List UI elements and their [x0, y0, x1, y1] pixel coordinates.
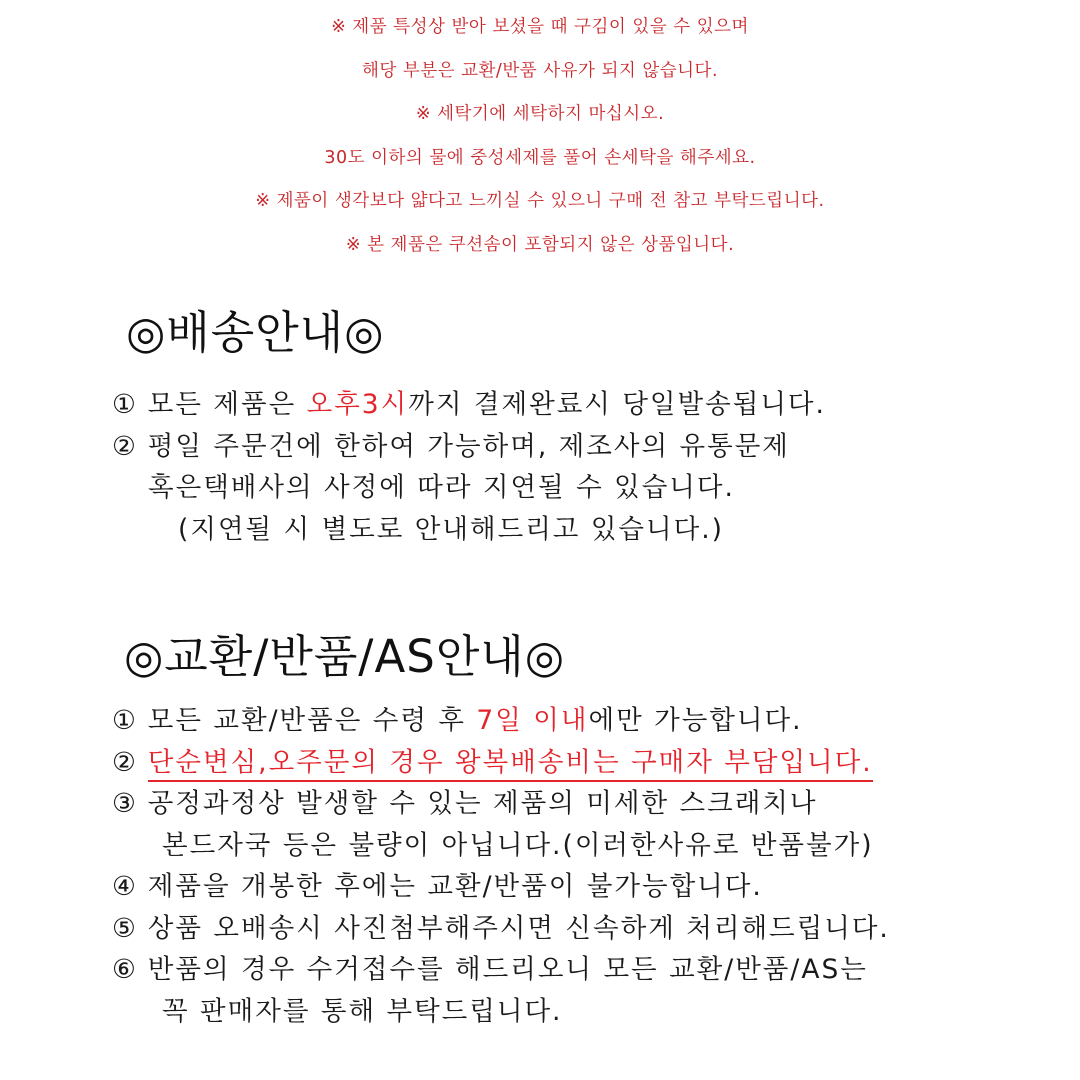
item-text: 까지 결제완료시 당일발송됩니다.: [408, 389, 826, 420]
returns-item-1: [112, 700, 890, 742]
shipping-item-2-cont: 혹은택배사의 사정에 따라 지연될 수 있습니다.: [148, 472, 735, 503]
shipping-fee-notice: 단순변심,오주문의 경우 왕복배송비는 구매자 부담입니다.: [148, 747, 873, 782]
returns-item-5: [112, 908, 890, 950]
shipping-section-title: ◎배송안내◎: [126, 306, 385, 359]
item-number: ②: [112, 430, 138, 462]
item-text: 모든 교환/반품은 수령 후: [147, 705, 477, 736]
returns-item-4: [112, 866, 890, 908]
item-text: 에만 가능합니다.: [588, 705, 803, 736]
returns-item-2: [112, 742, 890, 784]
care-note-3: ※ 세탁기에 세탁하지 마십시오.: [415, 104, 665, 125]
care-note-6: ※ 본 제품은 쿠션솜이 포함되지 않은 상품입니다.: [345, 234, 735, 255]
care-note-4: 30도 이하의 물에 중성세제를 풀어 손세탁을 해주세요.: [324, 147, 756, 168]
item-text: 제품을 개봉한 후에는 교환/반품이 불가능합니다.: [147, 871, 763, 902]
period-highlight: 7일 이내: [476, 705, 589, 736]
care-notes: [0, 6, 1080, 268]
item-text: 상품 오배송시 사진첨부해주시면 신속하게 처리해드립니다.: [147, 912, 890, 944]
shipping-item-1: [112, 384, 826, 426]
returns-section-title: ◎교환/반품/AS안내◎: [124, 630, 566, 683]
returns-item-6-cont: 꼭 판매자를 통해 부탁드립니다.: [162, 995, 563, 1027]
shipping-list: [112, 384, 826, 550]
item-text: 반품의 경우 수거접수를 해드리오니 모든 교환/반품/AS는: [147, 954, 868, 985]
item-text: 공정과정상 발생할 수 있는 제품의 미세한 스크래치나: [147, 788, 818, 819]
deadline-highlight: 오후3시: [306, 389, 409, 420]
item-number: ③: [112, 788, 138, 819]
returns-item-6: [112, 949, 890, 991]
shipping-item-2: [112, 426, 826, 468]
care-note-5: ※ 제품이 생각보다 얇다고 느끼실 수 있으니 구매 전 참고 부탁드립니다.: [255, 191, 825, 212]
item-number: ⑥: [112, 954, 138, 985]
item-number: ②: [112, 746, 138, 778]
item-text: 평일 주문건에 한하여 가능하며, 제조사의 유통문제: [147, 430, 790, 462]
shipping-item-2-note: (지연될 시 별도로 안내해드리고 있습니다.): [178, 513, 724, 545]
item-number: ⑤: [112, 912, 138, 944]
item-number: ①: [112, 705, 138, 736]
item-text: 모든 제품은: [147, 389, 307, 420]
returns-item-3-cont: 본드자국 등은 불량이 아닙니다.(이러한사유로 반품불가): [162, 829, 874, 861]
returns-item-3: [112, 783, 890, 825]
care-note-1: ※ 제품 특성상 받아 보셨을 때 구김이 있을 수 있으며: [331, 17, 749, 37]
returns-list: [112, 700, 890, 1032]
care-note-2: 해당 부분은 교환/반품 사유가 되지 않습니다.: [361, 60, 719, 81]
item-number: ①: [112, 389, 138, 420]
item-number: ④: [112, 871, 138, 902]
